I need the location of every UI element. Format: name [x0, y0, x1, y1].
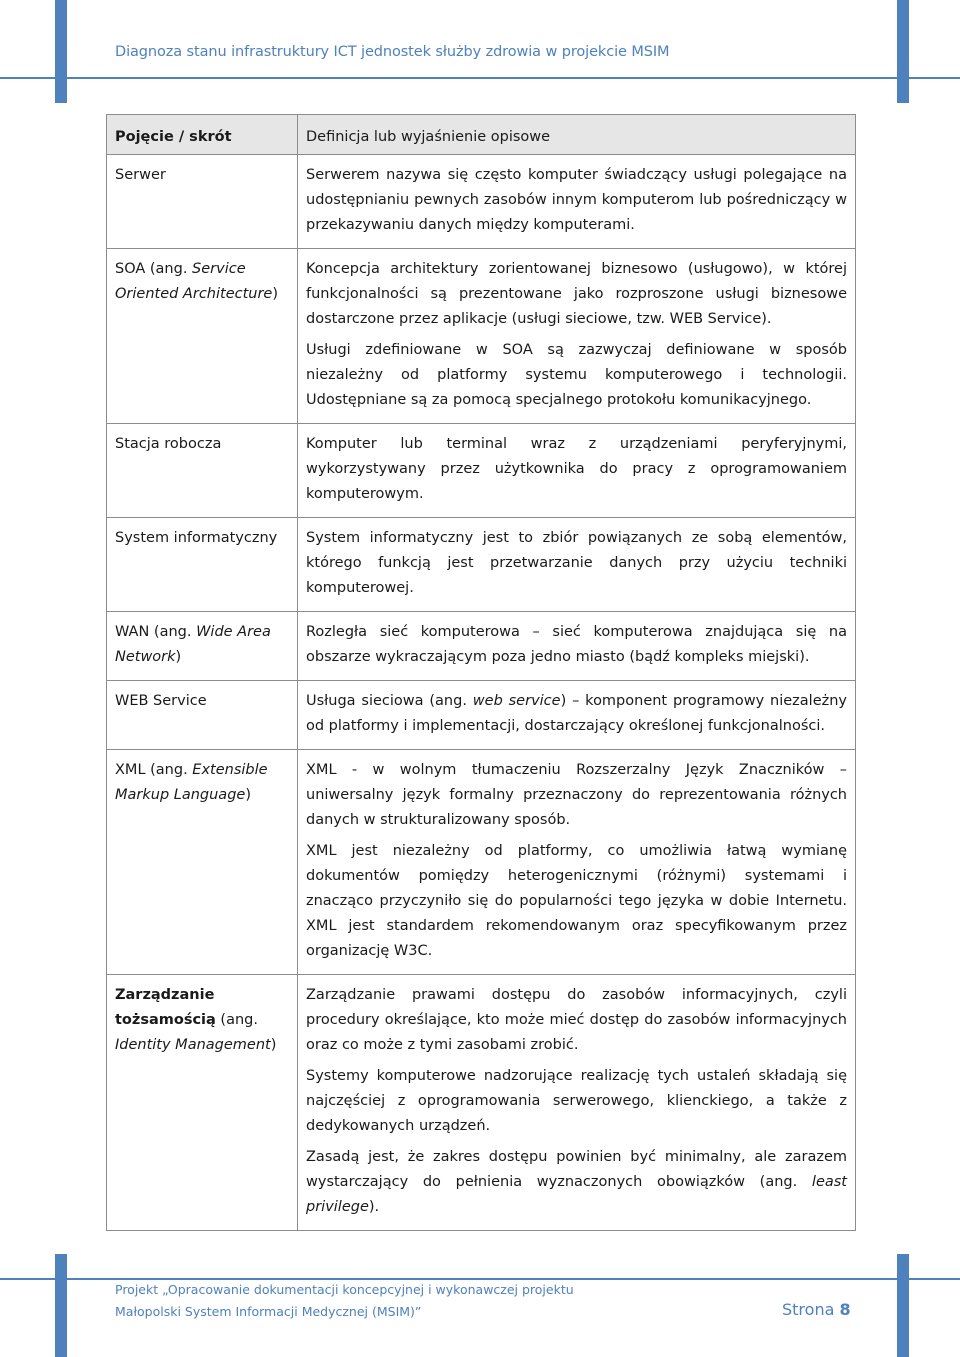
term-label-italic: Identity Management: [115, 1037, 271, 1053]
definition-cell: [298, 249, 856, 424]
definition-text: System informatyczny jest to zbiór powiązanych ze sobą elementów, którego funkcją jest przetwarzanie danych przy użyciu techniki komputerowej.: [306, 530, 847, 596]
table-row: [107, 975, 856, 1231]
definition-text: Koncepcja architektury zorientowanej biznesowo (usługowo), w której funkcjonalności są prezentowane jako rozproszone usługi biznesowe dostarczone przez aplikacje (usługi sieciowe, tzw. WEB Service).: [306, 261, 847, 327]
glossary-table: [106, 114, 856, 1231]
footer-project-line2: Małopolski System Informacji Medycznej (MSIM)”: [115, 1304, 422, 1319]
definition-text: Komputer lub terminal wraz z urządzeniami peryferyjnymi, wykorzystywany przez użytkownika do pracy z oprogramowaniem komputerowym.: [306, 436, 847, 502]
page-header-title: Diagnoza stanu infrastruktury ICT jednostek służby zdrowia w projekcie MSIM: [115, 44, 670, 60]
definition-text: [306, 1145, 847, 1220]
definition-cell: [298, 681, 856, 750]
definition-cell: [298, 975, 856, 1231]
term-label: ): [272, 286, 279, 302]
table-row: [107, 155, 856, 249]
definition-text: XML - w wolnym tłumaczeniu Rozszerzalny Język Znaczników – uniwersalny język formalny przeznaczony do reprezentowania różnych danych w strukturalizowany sposób.: [306, 762, 847, 828]
table-row: [107, 424, 856, 518]
table-row: [107, 249, 856, 424]
term-label: SOA (ang.: [115, 261, 193, 277]
definition-fragment: Usługa sieciowa (ang.: [306, 693, 473, 709]
term-cell: [107, 518, 298, 612]
term-cell: [107, 249, 298, 424]
term-cell: [107, 612, 298, 681]
definition-text: XML jest niezależny od platformy, co umożliwia łatwą wymianę dokumentów pomiędzy heterogenicznymi (różnymi) systemami i znacząco przyczyniło się do popularności tego języka w dobie Internetu. XML jest standardem rekomendowanym oraz specyfikowanym przez organizację W3C.: [306, 843, 847, 959]
term-label: Serwer: [115, 167, 166, 183]
definition-text: Zarządzanie prawami dostępu do zasobów informacyjnych, czyli procedury określające, kto może mieć dostęp do zasobów informacyjnych oraz co może z tymi zasobami zrobić.: [306, 987, 847, 1053]
term-cell: [107, 681, 298, 750]
term-label: ): [245, 787, 251, 803]
term-label: XML (ang.: [115, 762, 193, 778]
page-number-value: 8: [839, 1300, 851, 1319]
right-bottom-bar: [897, 1254, 909, 1357]
term-label-italic: Service Oriented Architecture: [115, 261, 273, 302]
page-number: [782, 1300, 851, 1319]
definition-cell: [298, 612, 856, 681]
right-top-bar: [897, 0, 909, 103]
term-label: ): [175, 649, 182, 665]
term-label: Stacja robocza: [115, 436, 222, 452]
definition-cell: [298, 155, 856, 249]
definition-cell: [298, 750, 856, 975]
table-row: [107, 518, 856, 612]
definition-text: Rozległa sieć komputerowa – sieć komputerowa znajdująca się na obszarze wykraczającym poza jedno miasto (bądź kompleks miejski).: [306, 624, 847, 665]
definition-text: Systemy komputerowe nadzorujące realizację tych ustaleń składają się najczęściej z oprogramowania serwerowego, klienckiego, a także z dedykowanych urządzeń.: [306, 1068, 847, 1134]
left-top-bar: [55, 0, 67, 103]
definition-fragment-italic: web service: [472, 693, 561, 709]
table-row: [107, 681, 856, 750]
table-header-row: [107, 115, 856, 155]
term-cell: [107, 424, 298, 518]
term-cell: [107, 750, 298, 975]
header-rule: [0, 77, 960, 79]
term-label-italic: Extensible Markup Language: [115, 762, 268, 803]
term-label-italic: Wide Area Network: [115, 624, 271, 665]
term-label: ): [270, 1037, 277, 1053]
term-label: (ang.: [215, 1012, 258, 1028]
definition-cell: [298, 518, 856, 612]
table-row: [107, 750, 856, 975]
term-label: WAN (ang.: [115, 624, 197, 640]
definition-fragment: Zasadą jest, że zakres dostępu powinien być minimalny, ale zarazem wystarczający do pełnienia wyznaczonych obowiązków (ang.: [306, 1149, 847, 1190]
term-label: WEB Service: [115, 693, 207, 709]
term-label-bold: Zarządzanie tożsamością: [115, 987, 216, 1028]
definition-text: Usługi zdefiniowane w SOA są zazwyczaj definiowane w sposób niezależny od platformy systemu komputerowego i technologii. Udostępniane są za pomocą specjalnego protokołu komunikacyjnego.: [306, 342, 847, 408]
column-header-definition: Definicja lub wyjaśnienie opisowe: [298, 115, 856, 155]
definition-fragment: ) – komponent programowy niezależny od platformy i implementacji, dostarczający określonej funkcjonalności.: [306, 693, 847, 734]
page-label: Strona: [782, 1300, 840, 1319]
definition-cell: [298, 424, 856, 518]
definition-fragment: ).: [368, 1199, 380, 1215]
definition-text: [306, 689, 847, 739]
term-cell: [107, 155, 298, 249]
column-header-term: Pojęcie / skrót: [107, 115, 298, 155]
definition-text: Serwerem nazywa się często komputer świadczący usługi polegające na udostępnianiu pewnych zasobów innym komputerom lub pośredniczący w przekazywaniu danych między komputerami.: [306, 167, 847, 233]
term-label: System informatyczny: [115, 530, 278, 546]
footer-rule: [0, 1278, 960, 1280]
term-cell: [107, 975, 298, 1231]
footer-project-line1: Projekt „Opracowanie dokumentacji koncepcyjnej i wykonawczej projektu: [115, 1282, 574, 1297]
table-row: [107, 612, 856, 681]
left-bottom-bar: [55, 1254, 67, 1357]
definition-fragment-italic: least privilege: [306, 1174, 847, 1215]
